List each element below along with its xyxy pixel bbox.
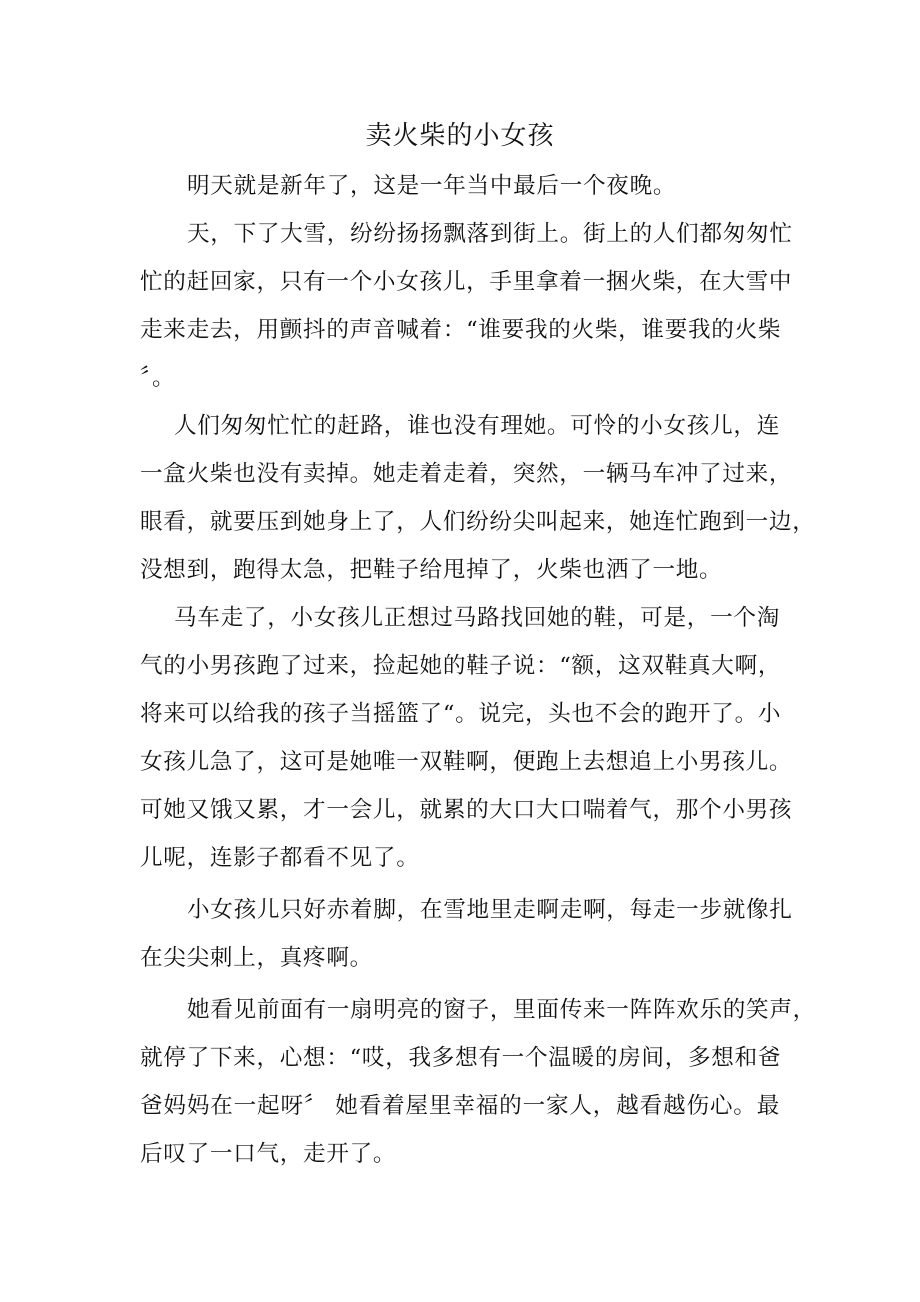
text-line: 忙的赶回家，只有一个小女孩儿，手里拿着一捆火柴，在大雪中: [140, 269, 793, 295]
text-line: 将来可以给我的孩子当摇篮了“。说完，头也不会的跑开了。小: [140, 701, 782, 727]
text-line: 天，下了大雪，纷纷扬扬飘落到街上。街上的人们都匆匆忙: [187, 221, 793, 247]
text-line: 明天就是新年了，这是一年当中最后一个夜晚。: [187, 173, 677, 199]
text-line: 人们匆匆忙忙的赶路，谁也没有理她。可怜的小女孩儿，连: [174, 413, 780, 439]
text-line: 没想到，跑得太急，把鞋子给甩掉了，火柴也洒了一地。: [140, 557, 723, 583]
text-line: 小女孩儿只好赤着脚，在雪地里走啊走啊，每走一步就像扎: [187, 897, 793, 923]
text-line: 后叹了一口气，走开了。: [140, 1141, 397, 1167]
text-line: 她看见前面有一扇明亮的窗子，里面传来一阵阵欢乐的笑声，: [187, 997, 816, 1023]
text-line: 气的小男孩跑了过来，捡起她的鞋子说：“额，这双鞋真大啊，: [140, 653, 782, 679]
text-line: 可她又饿又累，才一会儿，就累的大口大口喘着气，那个小男孩: [140, 797, 793, 823]
text-line: 走来走去，用颤抖的声音喊着：“谁要我的火柴，谁要我的火柴: [140, 317, 782, 343]
text-line: 女孩儿急了，这可是她唯一双鞋啊，便跑上去想追上小男孩儿。: [140, 749, 793, 775]
text-line: 眼看，就要压到她身上了，人们纷纷尖叫起来，她连忙跑到一边，: [140, 509, 816, 535]
text-line: 马车走了，小女孩儿正想过马路找回她的鞋，可是，一个淘: [174, 605, 780, 631]
document-title: 卖火柴的小女孩: [365, 121, 555, 151]
text-line: 在尖尖刺上，真疼啊。: [140, 945, 373, 971]
text-line: 就停了下来，心想：“哎，我多想有一个温暖的房间，多想和爸: [140, 1045, 782, 1071]
text-line: 〞。: [140, 365, 176, 391]
text-line: 一盒火柴也没有卖掉。她走着走着，突然，一辆马车冲了过来，: [140, 461, 793, 487]
text-line: 儿呢，连影子都看不见了。: [140, 845, 420, 871]
text-line: 爸妈妈在一起呀〞 她看着屋里幸福的一家人，越看越伤心。最: [140, 1093, 780, 1119]
